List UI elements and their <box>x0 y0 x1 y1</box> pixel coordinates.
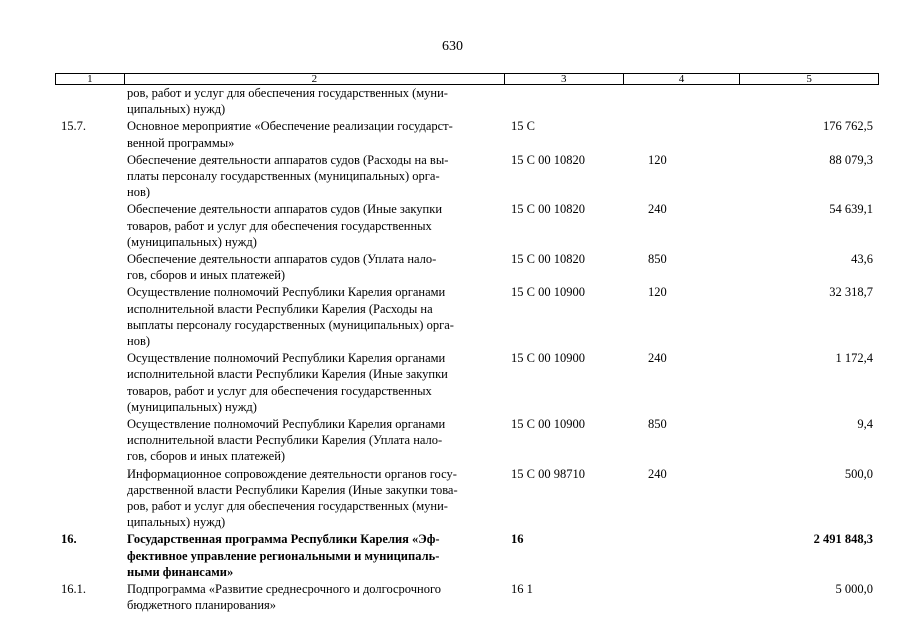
description-line: (муниципальных) нужд) <box>127 234 257 249</box>
table-row <box>55 350 879 415</box>
row-description <box>127 416 511 465</box>
table-row <box>55 251 879 283</box>
description-line: ципальных) нужд) <box>127 515 226 530</box>
row-amount: 32 318,7 <box>829 285 873 300</box>
description-line: Осуществление полномочий Республики Карелия органами <box>127 285 446 300</box>
header-col-2: 2 <box>125 74 505 84</box>
row-expense-type: 120 <box>648 285 667 300</box>
description-line: венной программы» <box>127 135 235 150</box>
row-number <box>55 152 127 201</box>
description-line: Государственная программа Республики Карелия «Эф- <box>127 532 440 547</box>
row-description <box>127 251 511 283</box>
row-number: 16.1. <box>61 582 86 597</box>
row-number <box>55 251 127 283</box>
row-number: 15.7. <box>61 119 86 134</box>
table-row <box>55 416 879 465</box>
row-target-code: 15 С 00 10900 <box>511 417 585 432</box>
table-row <box>55 531 879 580</box>
table-row <box>55 466 879 531</box>
row-description <box>127 118 511 150</box>
row-expense-type: 240 <box>648 351 667 366</box>
row-amount: 2 491 848,3 <box>813 532 873 547</box>
table-row <box>55 85 879 117</box>
page-number: 630 <box>442 39 463 54</box>
table-row <box>55 581 879 613</box>
row-expense-type: 240 <box>648 466 667 481</box>
row-description <box>127 531 511 580</box>
row-target-code: 15 С 00 10900 <box>511 285 585 300</box>
row-target-code: 16 <box>511 532 524 547</box>
description-line: Обеспечение деятельности аппаратов судов (Иные закупки <box>127 202 443 217</box>
description-line: Осуществление полномочий Республики Карелия органами <box>127 351 446 366</box>
description-line: Обеспечение деятельности аппаратов судов (Расходы на вы- <box>127 152 449 167</box>
header-col-4: 4 <box>624 74 741 84</box>
row-amount: 5 000,0 <box>835 582 873 597</box>
description-line: (муниципальных) нужд) <box>127 399 257 414</box>
row-expense-type <box>644 581 736 613</box>
row-expense-type: 850 <box>648 417 667 432</box>
table-row <box>55 201 879 250</box>
table-row <box>55 152 879 201</box>
header-col-3: 3 <box>505 74 624 84</box>
row-number <box>55 201 127 250</box>
description-line: товаров, работ и услуг для обеспечения государственных <box>127 218 432 233</box>
row-number <box>55 284 127 349</box>
row-number <box>55 350 127 415</box>
row-target-code: 16 1 <box>511 582 533 597</box>
row-description <box>127 350 511 415</box>
row-expense-type: 120 <box>648 152 667 167</box>
row-target-code: 15 С 00 10820 <box>511 152 585 167</box>
description-line: нов) <box>127 185 151 200</box>
description-line: Обеспечение деятельности аппаратов судов (Уплата нало- <box>127 252 437 267</box>
row-target-code: 15 С 00 10900 <box>511 351 585 366</box>
description-line: ципальных) нужд) <box>127 102 226 117</box>
row-description <box>127 85 511 117</box>
row-description <box>127 466 511 531</box>
description-line: дарственной власти Республики Карелия (Иные закупки това- <box>127 482 458 497</box>
row-description <box>127 284 511 349</box>
description-line: ров, работ и услуг для обеспечения государственных (муни- <box>127 499 448 514</box>
description-line: нов) <box>127 334 151 349</box>
row-amount: 9,4 <box>857 417 873 432</box>
row-expense-type <box>644 531 736 580</box>
row-amount: 500,0 <box>844 466 873 481</box>
row-number <box>55 466 127 531</box>
description-line: гов, сборов и иных платежей) <box>127 268 286 283</box>
row-target-code: 15 С 00 10820 <box>511 252 585 267</box>
row-description <box>127 581 511 613</box>
description-line: исполнительной власти Республики Карелия (Уплата нало- <box>127 433 443 448</box>
row-amount: 54 639,1 <box>829 202 873 217</box>
description-line: Осуществление полномочий Республики Карелия органами <box>127 417 446 432</box>
description-line: платы персоналу государственных (муниципальных) орга- <box>127 169 440 184</box>
row-expense-type: 850 <box>648 252 667 267</box>
row-target-code: 15 С <box>511 119 535 134</box>
row-amount: 43,6 <box>851 252 873 267</box>
table-row <box>55 284 879 349</box>
description-line: исполнительной власти Республики Карелия (Иные закупки <box>127 367 448 382</box>
row-expense-type <box>644 85 736 117</box>
row-amount: 88 079,3 <box>829 152 873 167</box>
description-line: товаров, работ и услуг для обеспечения государственных <box>127 383 432 398</box>
row-amount <box>736 85 877 117</box>
description-line: гов, сборов и иных платежей) <box>127 449 286 464</box>
row-number <box>55 416 127 465</box>
description-line: Подпрограмма «Развитие среднесрочного и долгосрочного <box>127 582 442 597</box>
row-amount: 176 762,5 <box>823 119 873 134</box>
header-col-1: 1 <box>56 74 125 84</box>
description-line: исполнительной власти Республики Карелия (Расходы на <box>127 301 433 316</box>
description-line: Основное мероприятие «Обеспечение реализации государст- <box>127 119 453 134</box>
description-line: Информационное сопровождение деятельности органов госу- <box>127 466 457 481</box>
row-number <box>55 85 127 117</box>
table-body <box>55 85 879 615</box>
table-header <box>55 73 879 85</box>
description-line: ными финансами» <box>127 564 234 579</box>
row-number: 16. <box>61 532 77 547</box>
description-line: фективное управление региональными и муниципаль- <box>127 548 440 563</box>
row-target-code: 15 С 00 10820 <box>511 202 585 217</box>
row-description <box>127 152 511 201</box>
row-target-code: 15 С 00 98710 <box>511 466 585 481</box>
row-description <box>127 201 511 250</box>
table-row <box>55 118 879 150</box>
row-target-code <box>511 85 644 117</box>
description-line: выплаты персоналу государственных (муниципальных) орга- <box>127 317 454 332</box>
row-expense-type <box>644 118 736 150</box>
row-expense-type: 240 <box>648 202 667 217</box>
description-line: ров, работ и услуг для обеспечения государственных (муни- <box>127 86 448 100</box>
row-amount: 1 172,4 <box>835 351 873 366</box>
description-line: бюджетного планирования» <box>127 598 277 613</box>
header-col-5: 5 <box>806 73 812 85</box>
